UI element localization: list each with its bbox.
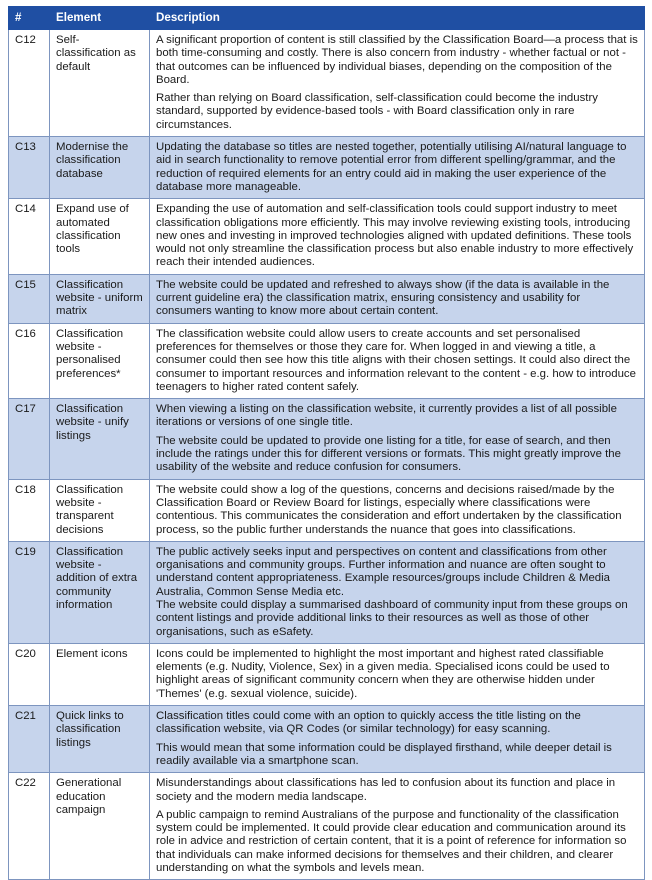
table-header-row [9, 7, 645, 30]
row-element: Self-classification as default [50, 30, 150, 137]
table-row [9, 479, 645, 541]
table-row [9, 399, 645, 479]
header-element: Element [50, 7, 150, 30]
table-row [9, 274, 645, 323]
row-element: Modernise the classification database [50, 137, 150, 199]
description-paragraph: The classification website could allow users to create accounts and set personalised preferences for themselves or those they care for. When logged in and viewing a title, a consumer could then see how this title aligns with their chosen settings. It could also direct the consumer to important resources and information relevant to the content - e.g. how to introduce teenagers to higher rated content safely. [156, 327, 636, 393]
table-body [9, 30, 645, 880]
row-number: C15 [9, 274, 50, 323]
row-description [150, 274, 645, 323]
table-row [9, 773, 645, 880]
row-number: C14 [9, 199, 50, 274]
description-paragraph: A significant proportion of content is still classified by the Classification Board—a process that is both time-consuming and costly. There is also concern from industry - whether factual or not - that outcomes can be influenced by individual biases, depending on the composition of the Board. [156, 34, 638, 86]
row-number: C12 [9, 30, 50, 137]
row-number: C22 [9, 773, 50, 880]
row-element: Classification website - uniform matrix [50, 274, 150, 323]
row-number: C18 [9, 479, 50, 541]
description-paragraph: The public actively seeks input and perspectives on content and classifications from other organisations and community groups. Further information and nuance are often sought to understand content appropriateness. Example resources/groups include Children & Media Australia, Common Sense Media etc. [156, 545, 610, 598]
row-description [150, 137, 645, 199]
table-row [9, 643, 645, 705]
table-row [9, 137, 645, 199]
row-description [150, 706, 645, 773]
row-element: Classification website - unify listings [50, 399, 150, 479]
row-element: Element icons [50, 643, 150, 705]
row-element: Expand use of automated classification tools [50, 199, 150, 274]
row-element: Classification website - transparent decisions [50, 479, 150, 541]
row-element: Generational education campaign [50, 773, 150, 880]
table-row [9, 199, 645, 274]
row-number: C16 [9, 323, 50, 398]
description-paragraph: Updating the database so titles are nested together, potentially utilising AI/natural language to aid in search functionality to remove potential error from different spelling/grammar, and the reduction of required elements for an entry could aid in making the user experience of the database more manageable. [156, 141, 627, 193]
header-number: # [9, 7, 50, 30]
classification-elements-table [8, 6, 645, 880]
row-description [150, 541, 645, 643]
table-row [9, 323, 645, 398]
table-row [9, 706, 645, 773]
row-number: C19 [9, 541, 50, 643]
row-number: C13 [9, 137, 50, 199]
description-paragraph: The website could be updated to provide one listing for a title, for ease of search, and then include the ratings under this for different versions or formats. This might greatly improve the usability of the website and reduce confusion for consumers. [156, 434, 621, 474]
description-paragraph: A public campaign to remind Australians of the purpose and functionality of the classification system could be implemented. It could provide clear education and communication around its role in advice and restriction of certain content, that it is a point of reference for information so that individuals can make informed decisions for themselves and their children, and clearer understanding on what the symbols and levels mean. [156, 808, 627, 875]
row-number: C21 [9, 706, 50, 773]
row-description [150, 479, 645, 541]
table-row [9, 541, 645, 643]
row-description [150, 199, 645, 274]
description-paragraph: Icons could be implemented to highlight the most important and highest rated classifiable elements (e.g. Nudity, Violence, Sex) in a given media. Specialised icons could be used to highlight areas of significant community concern when they are otherwise hidden under 'Themes' (e.g. sexual violence, suicide). [156, 647, 610, 700]
description-paragraph: Classification titles could come with an option to quickly access the title listing on the classification website, via QR Codes (or similar technology) for easy scanning. [156, 710, 581, 736]
row-description [150, 30, 645, 137]
row-description [150, 643, 645, 705]
header-description: Description [150, 7, 645, 30]
description-paragraph: This would mean that some information could be displayed firsthand, while deeper detail is readily available via a smartphone scan. [156, 741, 612, 767]
row-number: C20 [9, 643, 50, 705]
description-paragraph: Expanding the use of automation and self-classification tools could support industry to meet classification obligations more efficiently. This may involve reviewing existing tools, introducing new ones and investing in improved technologies aligned with updated definitions. These tools would not only streamline the classification process but also enable industry to more effectively reach their intended audiences. [156, 203, 634, 269]
row-element: Classification website - personalised preferences* [50, 323, 150, 398]
description-paragraph: The website could show a log of the questions, concerns and decisions raised/made by the Classification Board or Review Board for listings, especially where classifications were contentious. This communicates the consideration and effort undertaken by the classification process, so the public further understands the nuance that goes into classifications. [156, 483, 622, 536]
row-description [150, 773, 645, 880]
description-paragraph: Rather than relying on Board classification, self-classification could become the industry standard, supported by evidence-based tools - with Board classification only in rare circumstances. [156, 92, 598, 131]
row-description [150, 323, 645, 398]
description-paragraph: The website could be updated and refreshed to always show (if the data is available in the current guideline era) the classification matrix, ensuring consistency and usability for consumers wanting to know more about certain content. [156, 278, 610, 318]
table-row [9, 30, 645, 137]
description-paragraph: Misunderstandings about classifications has led to confusion about its function and place in society and the modern media landscape. [156, 777, 616, 803]
row-element: Classification website - addition of extra community information [50, 541, 150, 643]
description-paragraph: When viewing a listing on the classification website, it currently provides a list of all possible iterations or versions of one single title. [156, 403, 617, 429]
row-number: C17 [9, 399, 50, 479]
description-paragraph: The website could display a summarised dashboard of community input from these groups on content listings and provide additional links to their resources as well as those of other organisations, such as eSafety. [156, 598, 628, 638]
row-description [150, 399, 645, 479]
row-element: Quick links to classification listings [50, 706, 150, 773]
